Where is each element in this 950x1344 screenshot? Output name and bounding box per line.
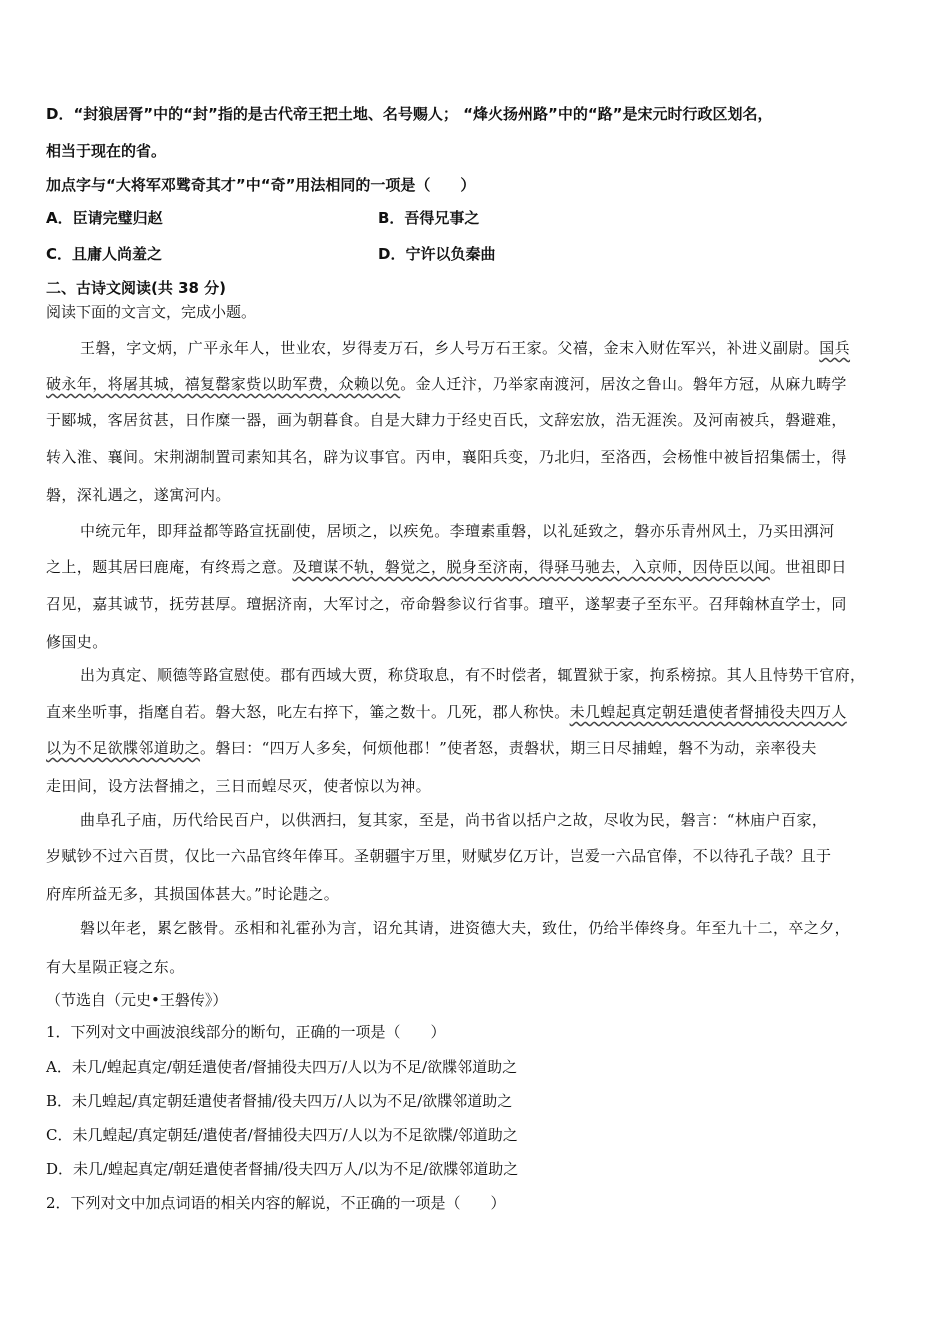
prev-option-d-line1: D．“封狼居胥”中的“封”指的是古代帝王把土地、名号赐人； “烽火扬州路”中的“路”是宋元时行政区划名， (46, 105, 773, 123)
q1-option-a: A．未几/蝗起真定/朝廷遣使者/督捕役夫四万/人以为不足/欲牒邻道助之 (46, 1058, 518, 1076)
passage-p5-line2: 有大星陨正寝之东。 (46, 958, 185, 976)
passage-p1-line1 (80, 337, 850, 358)
passage-text: 。磐曰：“四万人多矣，何烦他郡！”使者怒，责磐状，期三日尽捕蝗，磐不为动，亲率役夫 (200, 739, 817, 757)
q1-option-b: B．未几蝗起/真定朝廷遣使者督捕/役夫四万/人以为不足/欲牒邻道助之 (46, 1092, 513, 1110)
passage-p2-line1: 中统元年，即拜益都等路宣抚副使，居顷之，以疾免。李璮素重磐，以礼延致之，磐亦乐青州风土，乃买田渳河 (80, 522, 835, 540)
passage-text: 直来坐听事，指麾自若。磐大怒，叱左右捽下，箠之数十。几死，郡人称快。 (46, 703, 570, 721)
passage-p1-line2 (46, 373, 847, 394)
wavy-underlined-text: 国兵 (819, 339, 851, 357)
wavy-underlined-text: 破永年，将屠其城，禧复罄家赀以助军费，众赖以免 (46, 375, 401, 393)
passage-p4-line1: 曲阜孔子庙，历代给民百户，以供洒扫，复其家，至是，尚书省以括户之故，尽收为民，磐言：“林庙户百家， (80, 811, 828, 829)
passage-text: 。金人迁汴，乃举家南渡河，居汝之鲁山。磐年方冠，从麻九畴学 (400, 375, 847, 393)
passage-source: （节选自（元史•王磐传》） (46, 991, 228, 1009)
option-d: D．宁许以负秦曲 (378, 245, 496, 263)
passage-p1-line3: 于郾城，客居贫甚，日作糜一器，画为朝暮食。自是大肆力于经史百氏，文辞宏放，浩无涯涘。及河南被兵，磐避难， (46, 411, 847, 429)
passage-p1-line4: 转入淮、襄间。宋荆湖制置司素知其名，辟为议事官。丙申，襄阳兵变，乃北归，至洛西，会杨惟中被旨招集儒士，得 (46, 448, 847, 466)
passage-text: 之上，题其居曰鹿庵，有终焉之意。 (46, 558, 293, 576)
prev-option-d-line2: 相当于现在的省。 (46, 142, 167, 160)
q1-option-c: C．未几蝗起/真定朝廷/遣使者/督捕役夫四万/人以为不足欲牒/邻道助之 (46, 1126, 518, 1144)
passage-p3-line2 (46, 701, 847, 722)
passage-p3-line1: 出为真定、顺德等路宣慰使。郡有西域大贾，称贷取息，有不时偿者，辄置狱于家，拘系榜掠。其人且恃势干官府， (80, 666, 866, 684)
q1-stem: 1．下列对文中画波浪线部分的断句，正确的一项是（ ） (46, 1023, 446, 1041)
passage-p2-line3: 召见，嘉其诚节，抚劳甚厚。璮据济南，大军讨之，帝命磐参议行省事。璮平，遂挈妻子至东平。召拜翰林直学士，同 (46, 595, 847, 613)
question-stem: 加点字与“大将军邓骘奇其才”中“奇”用法相同的一项是（ ） (46, 176, 476, 194)
option-b: B．吾得兄事之 (378, 209, 480, 227)
option-c: C．且庸人尚羞之 (46, 245, 163, 263)
passage-p4-line3: 府库所益无多，其损国体甚大。”时论韪之。 (46, 885, 340, 903)
passage-p5-line1: 磐以年老，累乞骸骨。丞相和礼霍孙为言，诏允其请，进资德大夫，致仕，仍给半俸终身。年至九十二，卒之夕， (80, 919, 851, 937)
option-a: A．臣请完璧归赵 (46, 209, 163, 227)
q2-stem: 2．下列对文中加点词语的相关内容的解说，不正确的一项是（ ） (46, 1194, 506, 1212)
passage-p3-line3 (46, 737, 817, 758)
passage-p3-line4: 走田间，设方法督捕之，三日而蝗尽灭，使者惊以为神。 (46, 777, 432, 795)
passage-text: 。世祖即日 (769, 558, 847, 576)
q1-option-d: D．未几/蝗起真定/朝廷遣使者督捕/役夫四万人/以为不足/欲牒邻道助之 (46, 1160, 519, 1178)
passage-p2-line2 (46, 556, 847, 577)
passage-p4-line2: 岁赋钞不过六百贯，仅比一六品官终年俸耳。圣朝疆宇万里，财赋岁亿万计，岂爱一六品官俸，不以待孔子哉？且于 (46, 847, 832, 865)
section-instruction: 阅读下面的文言文，完成小题。 (46, 303, 257, 321)
passage-p1-line5: 磐，深礼遇之，遂寓河内。 (46, 486, 231, 504)
passage-p2-line4: 修国史。 (46, 633, 108, 651)
passage-text: 王磐，字文炳，广平永年人，世业农，岁得麦万石，乡人号万石王家。父禧，金末入财佐军兴，补进义副尉。 (80, 339, 820, 357)
wavy-underlined-text: 未几蝗起真定朝廷遣使者督捕役夫四万人 (569, 703, 847, 721)
wavy-underlined-text: 及璮谋不轨，磐觉之，脱身至济南，得驿马驰去，入京师，因侍臣以闻 (292, 558, 770, 576)
wavy-underlined-text: 以为不足欲牒邻道助之 (46, 739, 201, 757)
section-heading: 二、古诗文阅读(共 38 分) (46, 279, 227, 297)
